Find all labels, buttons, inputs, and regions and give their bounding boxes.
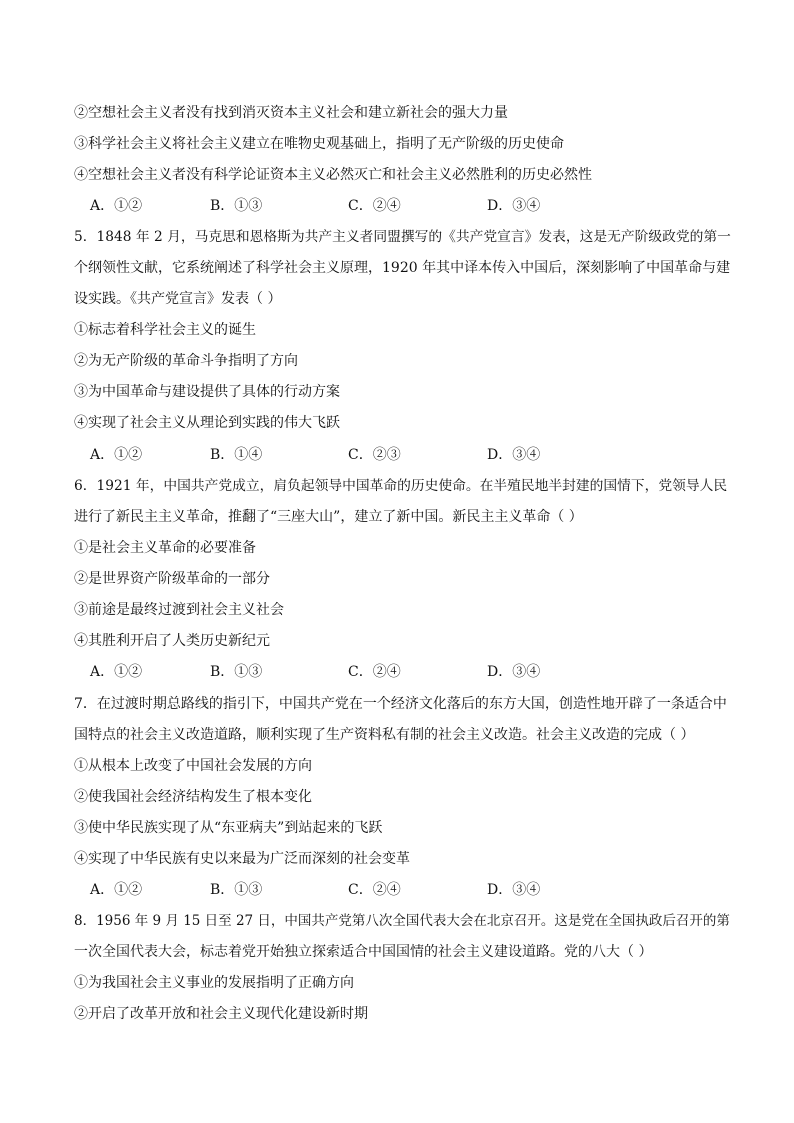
choice-d: D．③④ <box>487 882 541 898</box>
choice-c: C．②④ <box>348 664 401 680</box>
option-item: ④其胜利开启了人类历史新纪元 <box>74 633 270 649</box>
option-item: ④实现了中华民族有史以来最为广泛而深刻的社会变革 <box>74 851 410 867</box>
choice-c: C．②③ <box>348 447 401 463</box>
question-6-stem: 进行了新民主主义革命，推翻了“三座大山”，建立了新中国。新民主主义革命（ ） <box>74 509 583 525</box>
choice-a: A．①② <box>90 882 143 898</box>
choice-b: B．①③ <box>210 882 263 898</box>
question-8-stem: 8．1956 年 9 月 15 日至 27 日，中国共产党第八次全国代表大会在北京召开。这是党在全国执政后召开的第 <box>74 913 730 929</box>
option-item: ③科学社会主义将社会主义建立在唯物史观基础上，指明了无产阶级的历史使命 <box>74 136 564 152</box>
option-item: ④空想社会主义者没有科学论证资本主义必然灭亡和社会主义必然胜利的历史必然性 <box>74 167 592 183</box>
option-item: ①是社会主义革命的必要准备 <box>74 540 256 556</box>
question-5-stem: 设实践。《共产党宣言》发表（ ） <box>74 291 282 307</box>
choice-a: A．①② <box>90 198 143 214</box>
choice-a: A．①② <box>90 664 143 680</box>
question-6-stem: 6．1921 年，中国共产党成立，肩负起领导中国革命的历史使命。在半殖民地半封建的国情下，党领导人民 <box>74 478 728 494</box>
question-7-stem: 7．在过渡时期总路线的指引下，中国共产党在一个经济文化落后的东方大国，创造性地开辟了一条适合中 <box>74 696 727 712</box>
option-item: ①标志着科学社会主义的诞生 <box>74 322 256 338</box>
option-item: ③为中国革命与建设提供了具体的行动方案 <box>74 384 340 400</box>
answer-choices <box>90 196 730 216</box>
option-item: ③前途是最终过渡到社会主义社会 <box>74 602 284 618</box>
answer-choices <box>90 662 730 682</box>
answer-choices <box>90 445 730 465</box>
question-8-stem: 一次全国代表大会，标志着党开始独立探索适合中国国情的社会主义建设道路。党的八大（ ） <box>74 944 653 960</box>
option-item: ③使中华民族实现了从“东亚病夫”到站起来的飞跃 <box>74 820 383 836</box>
choice-b: B．①④ <box>210 447 263 463</box>
choice-b: B．①③ <box>210 664 263 680</box>
option-item: ①为我国社会主义事业的发展指明了正确方向 <box>74 975 354 991</box>
option-item: ②为无产阶级的革命斗争指明了方向 <box>74 353 298 369</box>
question-5-stem: 个纲领性文献，它系统阐述了科学社会主义原理，1920 年其中译本传入中国后，深刻影响了中国革命与建 <box>74 260 731 276</box>
choice-d: D．③④ <box>487 198 541 214</box>
question-5-stem: 5．1848 年 2 月，马克思和恩格斯为共产主义者同盟撰写的《共产党宣言》发表，这是无产阶级政党的第一 <box>74 229 731 245</box>
option-item: ①从根本上改变了中国社会发展的方向 <box>74 758 312 774</box>
choice-b: B．①③ <box>210 198 263 214</box>
answer-choices <box>90 880 730 900</box>
question-7-stem: 国特点的社会主义改造道路，顺利实现了生产资料私有制的社会主义改造。社会主义改造的完成（ ） <box>74 727 695 743</box>
option-item: ②是世界资产阶级革命的一部分 <box>74 571 270 587</box>
option-item: ②使我国社会经济结构发生了根本变化 <box>74 789 312 805</box>
choice-d: D．③④ <box>487 664 541 680</box>
choice-c: C．②④ <box>348 198 401 214</box>
option-item: ④实现了社会主义从理论到实践的伟大飞跃 <box>74 415 340 431</box>
option-item: ②空想社会主义者没有找到消灭资本主义社会和建立新社会的强大力量 <box>74 105 508 121</box>
choice-c: C．②④ <box>348 882 401 898</box>
choice-d: D．③④ <box>487 447 541 463</box>
choice-a: A．①② <box>90 447 143 463</box>
option-item: ②开启了改革开放和社会主义现代化建设新时期 <box>74 1006 368 1022</box>
